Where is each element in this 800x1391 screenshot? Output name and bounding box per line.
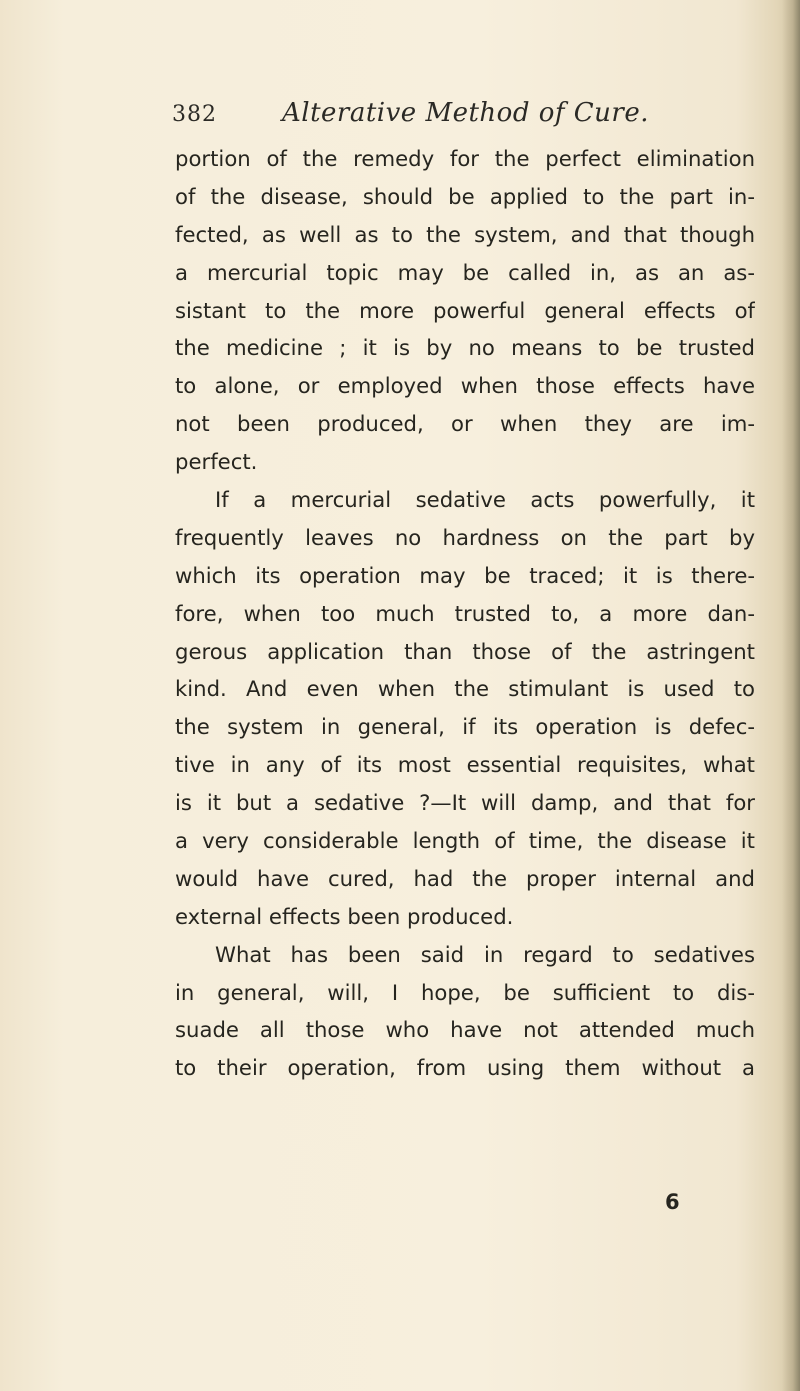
text-line: a mercurial topic may be called in, as an as- [175, 259, 755, 285]
text-line: portion of the remedy for the perfect elimination [175, 146, 755, 171]
text-line: the medicine ; it is by no means to be trusted [175, 335, 755, 361]
text-line: the system in general, if its operation is defec- [175, 714, 755, 740]
text-line: not been produced, or when they are im- [175, 411, 755, 437]
text-line: in general, will, I hope, be sufficient to dis- [175, 979, 755, 1005]
text-line: tive in any of its most essential requisites, what [175, 752, 755, 778]
running-head: Alterative Method of Cure. [282, 98, 649, 128]
page-number: 382 [172, 102, 217, 127]
text-line: is it but a sedative ?—It will damp, and that for [175, 790, 755, 816]
text-line: If a mercurial sedative acts powerfully, it [215, 487, 755, 513]
text-line: external effects been produced. [175, 903, 514, 929]
text-line: suade all those who have not attended much [175, 1017, 755, 1043]
catchword: 6 [665, 1190, 680, 1214]
text-line: a very considerable length of time, the disease it [175, 828, 755, 854]
page-header [172, 98, 672, 138]
body-text [175, 140, 755, 1087]
text-line: sistant to the more powerful general effects of [175, 297, 755, 323]
text-line: fected, as well as to the system, and that though [175, 221, 755, 247]
text-line: would have cured, had the proper internal and [175, 865, 755, 891]
text-line: frequently leaves no hardness on the part by [175, 524, 755, 550]
text-line: which its operation may be traced; it is there- [175, 562, 755, 588]
text-line: What has been said in regard to sedatives [215, 941, 755, 967]
page-edge-shadow [782, 0, 800, 1391]
text-line: fore, when too much trusted to, a more dan- [175, 600, 755, 626]
text-line: gerous application than those of the astringent [175, 638, 755, 664]
text-line: to their operation, from using them without a [175, 1055, 755, 1081]
text-line: to alone, or employed when those effects have [175, 373, 755, 399]
text-line: perfect. [175, 449, 258, 475]
text-line: of the disease, should be applied to the part in- [175, 183, 755, 209]
text-line: kind. And even when the stimulant is used to [175, 676, 755, 702]
